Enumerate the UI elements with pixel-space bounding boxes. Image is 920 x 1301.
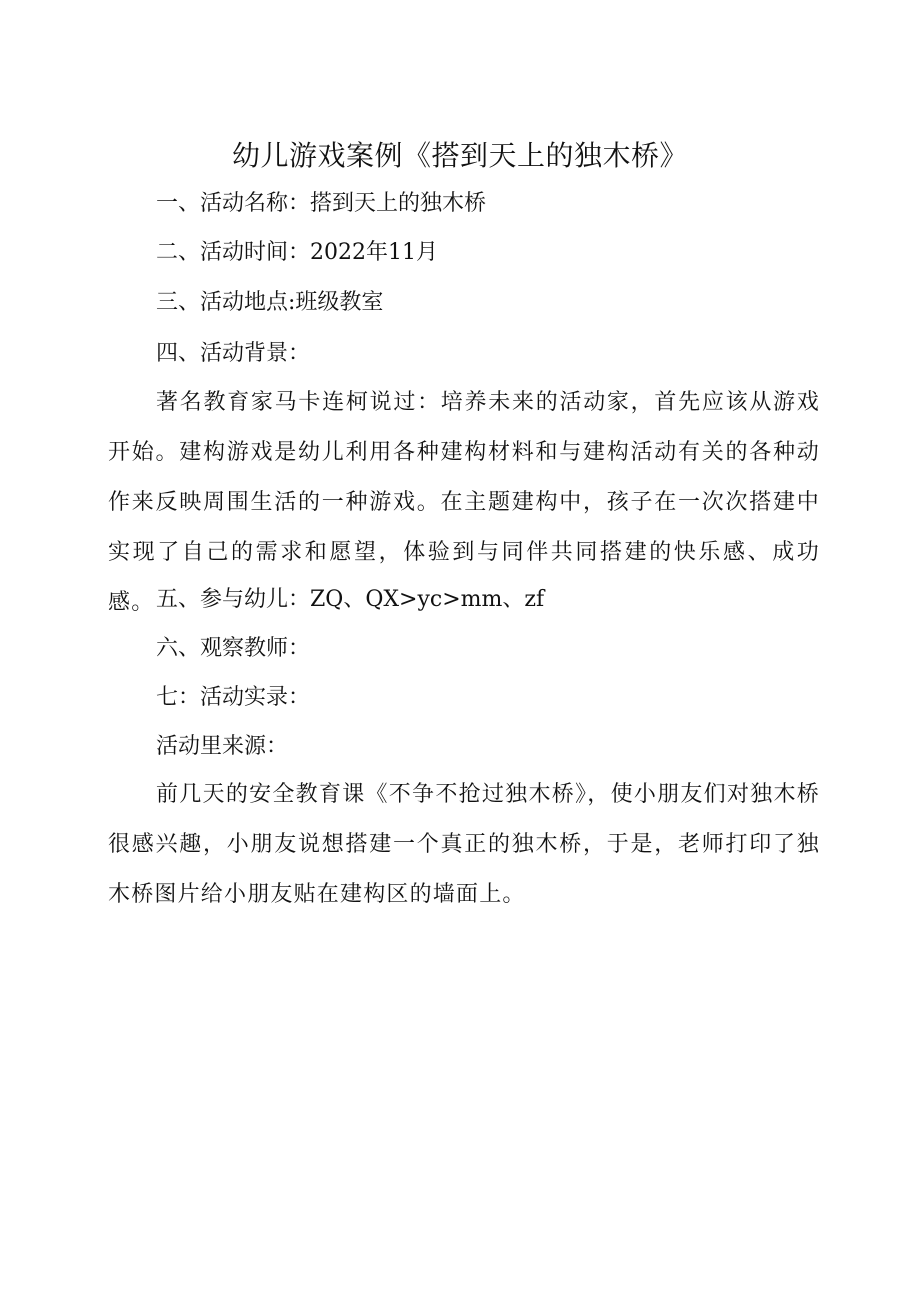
document-title: 幼儿游戏案例《搭到天上的独木桥》 <box>231 139 688 172</box>
background-heading: 四、活动背景： <box>156 341 311 366</box>
background-paragraph: 著名教育家马卡连柯说过：培养未来的活动家，首先应该从游戏开始。建构游戏是幼儿利用各种建构材料和与建构活动有关的各种动作来反映周围生活的一种游戏。在主题建构中，孩子在一次次搭建中实现了自己的需求和愿望，体验到与同伴共同搭建的快乐感、成功感。 <box>108 390 820 615</box>
activity-name-line: 一、活动名称：搭到天上的独木桥 <box>156 191 487 216</box>
activity-place-line: 三、活动地点:班级教室 <box>156 290 384 315</box>
source-paragraph: 前几天的安全教育课《不争不抢过独木桥》，使小朋友们对独木桥很感兴趣，小朋友说想搭建一个真正的独木桥，于是，老师打印了独木桥图片给小朋友贴在建构区的墙面上。 <box>108 782 820 907</box>
record-heading: 七：活动实录： <box>156 685 311 710</box>
observer-line: 六、观察教师： <box>156 636 311 661</box>
source-heading: 活动里来源： <box>156 734 289 759</box>
activity-time-line: 二、活动时间：2022年11月 <box>156 240 438 265</box>
participants-line: 五、参与幼儿：ZQ、QX>yc>mm、zf <box>156 587 545 612</box>
